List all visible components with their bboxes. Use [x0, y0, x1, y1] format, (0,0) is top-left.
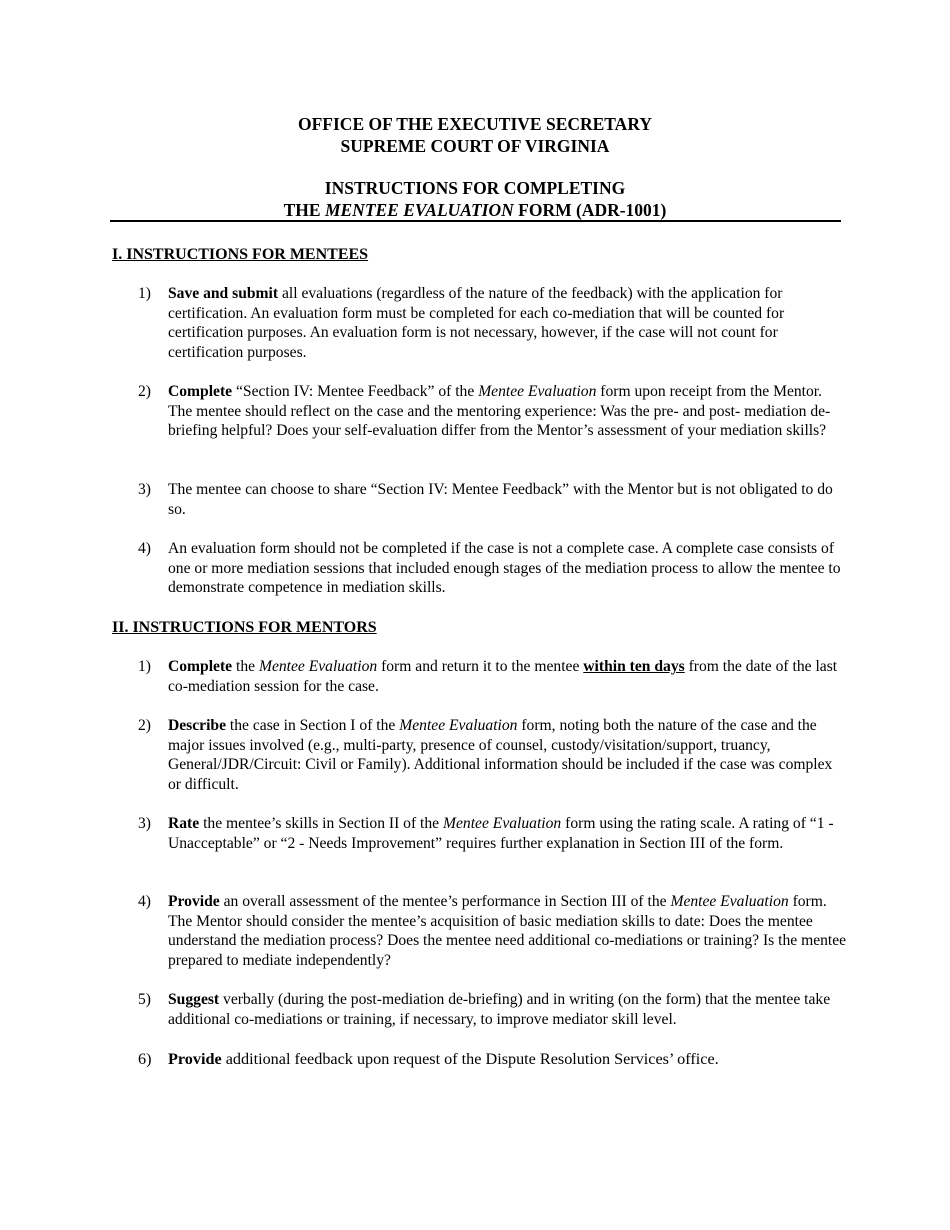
section-mentees-heading: I. INSTRUCTIONS FOR MENTEES	[112, 246, 369, 263]
document-page: OFFICE OF THE EXECUTIVE SECRETARY SUPREME COURT OF VIRGINIA INSTRUCTIONS FOR COMPLETING THE MENTEE EVALUATION FORM (ADR-1001) I. INSTRUCTIONS FOR MENTEES 1) Save and submit all evaluations (regardless of the nature of the feedback) with the application for certification. An evaluation form must be completed for each co-mediation that will be counted for certification purposes. An evaluation form is not necessary, however, if the case will not count for certification purposes. 2) Complete “Section IV: Mentee Feedback” of the Mentee Evaluation form upon receipt from the Mentor. The mentee should reflect on the case and the mentoring experience: Was the pre- and post- mediation de-briefing helpful? Does your self-evaluation differ from the Mentor’s assessment of your mediation skills? 3) The mentee can choose to share “Section IV: Mentee Feedback” with the Mentor but is not obligated to do so. 4) An evaluation form should not be completed if the case is not a complete case. A complete case consists of one or more mediation sessions that included enough stages of the mediation process to allow the mentee to demonstrate competence in mediation skills. II. INSTRUCTIONS FOR MENTORS 1) Complete the Mentee Evaluation form and return it to the mentee within ten days from the date of the last co-mediation session for the case. 2) Describe the case in Section I of the Mentee Evaluation form, noting both the nature of the case and the major issues involved (e.g., multi-party, presence of counsel, custody/visitation/support, truancy, General/JDR/Circuit: Civil or Family). Additional information should be included if the case was complex or difficult. 3) Rate the mentee’s skills in Section II of the Mentee Evaluation form using the rating scale. A rating of “1 - Unacceptable” or “2 - Needs Improvement” requires further explanation in Section III of the form. 4) Provide an overall assessment of the mentee’s performance in Section III of the Mentee Evaluation form. The Mentor should consider the mentee’s acquisition of basic mediation skills to date: Does the mentee understand the mediation process? Does the mentee need additional co-mediations or training? Is the mentee prepared to mediate independently? 5) Suggest verbally (during the post-mediation de-briefing) and in writing (on the form) that the mentee take additional co-mediations or training, if necessary, to improve mediator skill level. 6) Provide additional feedback upon request of the Dispute Resolution Services’ office.	[112, 114, 847, 1068]
section-mentors-heading: II. INSTRUCTIONS FOR MENTORS	[112, 619, 377, 636]
title-form-name: MENTEE EVALUATION	[324, 200, 514, 220]
title-divider	[110, 220, 841, 222]
office-heading: OFFICE OF THE EXECUTIVE SECRETARY	[298, 114, 652, 134]
title-line-1: INSTRUCTIONS FOR COMPLETING	[324, 178, 626, 198]
deadline-emphasis: within ten days	[583, 658, 685, 675]
title-line-2: THE MENTEE EVALUATION FORM (ADR-1001)	[283, 200, 667, 220]
court-heading: SUPREME COURT OF VIRGINIA	[340, 136, 610, 156]
